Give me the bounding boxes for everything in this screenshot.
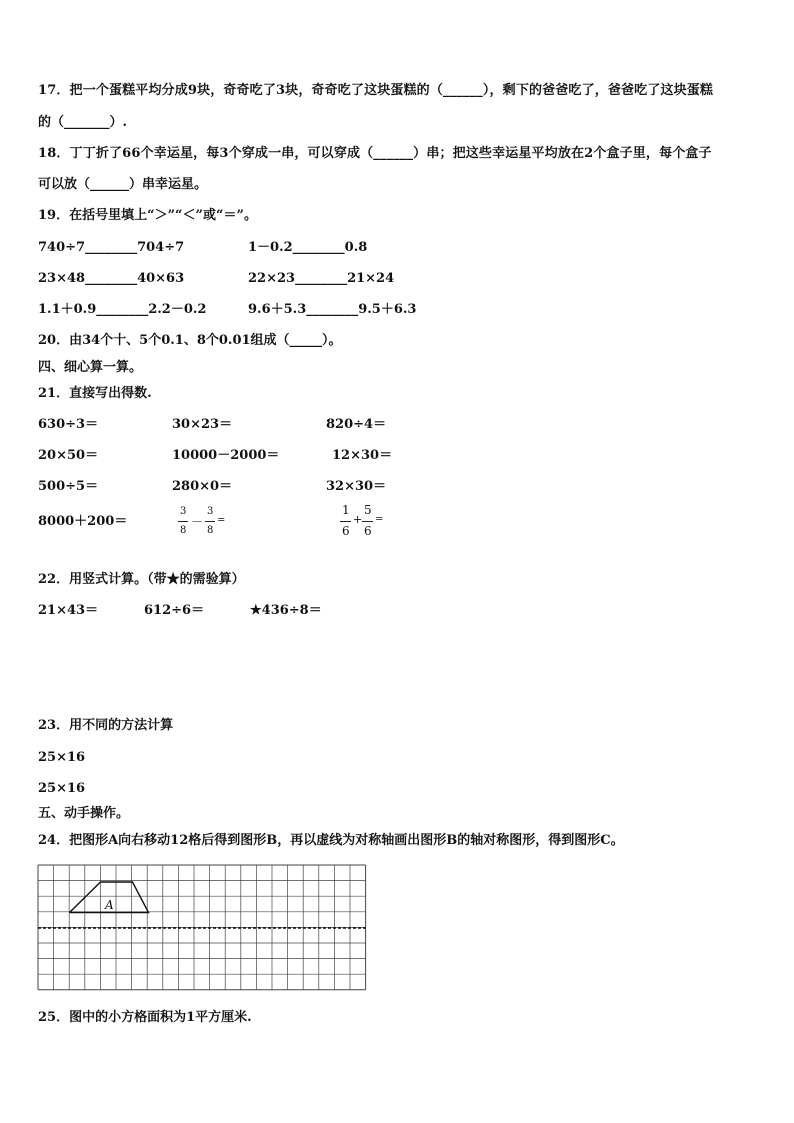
- q21-item: 10000－2000＝: [172, 448, 280, 463]
- q21-item: 30×23＝: [172, 417, 233, 432]
- fraction-operator: +: [353, 513, 363, 526]
- q22-item: 612÷6＝: [144, 603, 205, 618]
- q19-item: 23×48________40×63: [38, 271, 185, 286]
- q25-text: 25．图中的小方格面积为1平方厘米.: [38, 1010, 252, 1025]
- fraction-equals: =: [375, 514, 384, 525]
- fraction-numerator: 3: [180, 506, 187, 517]
- fraction-denominator: 6: [342, 524, 350, 538]
- q21-item: 500÷5＝: [38, 479, 99, 494]
- q21-item: 20×50＝: [38, 448, 99, 463]
- grid-figure: [37, 864, 368, 992]
- q17-line2: 的（_______）.: [38, 115, 128, 130]
- fraction-numerator: 1: [342, 503, 350, 517]
- q19-item: 740÷7________704÷7: [38, 240, 185, 255]
- q23-item: 25×16: [38, 750, 86, 765]
- fraction-equals: =: [217, 515, 226, 526]
- fraction-numerator: 5: [364, 503, 372, 517]
- fraction-bar: [362, 521, 373, 522]
- fraction-bar: [340, 521, 351, 522]
- section4-title: 四、细心算一算。: [38, 360, 143, 375]
- fraction-expression: [340, 503, 400, 545]
- q20-text: 20．由34个十、5个0.1、8个0.01组成（_____）。: [38, 333, 342, 348]
- q19-item: 9.6＋5.3________9.5＋6.3: [248, 302, 417, 317]
- section5-title: 五、动手操作。: [38, 806, 130, 821]
- q22-item: ★436÷8＝: [250, 603, 322, 618]
- fraction-operator: －: [191, 515, 204, 529]
- q19-item: 22×23________21×24: [248, 271, 395, 286]
- fraction-expression: [178, 506, 238, 542]
- q21-item: 32×30＝: [326, 479, 387, 494]
- q18-line2: 可以放（______）串幸运星。: [38, 177, 208, 192]
- q21-item: 8000＋200＝: [38, 514, 128, 529]
- q22-title: 22．用竖式计算。（带★的需验算）: [38, 572, 245, 587]
- q19-item: 1－0.2________0.8: [248, 240, 368, 255]
- q22-item: 21×43＝: [38, 603, 99, 618]
- fraction-denominator: 8: [207, 525, 214, 536]
- q18-line1: 18．丁丁折了66个幸运星，每3个穿成一串，可以穿成（______）串；把这些幸运星平均放在2个盒子里，每个盒子: [38, 146, 712, 161]
- q17-line1: 17．把一个蛋糕平均分成9块，奇奇吃了3块，奇奇吃了这块蛋糕的（______），剩下的爸爸吃了，爸爸吃了这块蛋糕: [38, 83, 714, 98]
- fraction-denominator: 8: [180, 525, 187, 536]
- fraction-denominator: 6: [364, 524, 372, 538]
- grid-lines: [38, 865, 366, 990]
- q23-item: 25×16: [38, 781, 86, 796]
- q21-item: 820÷4＝: [326, 417, 387, 432]
- q19-title: 19．在括号里填上“＞”“＜”或“＝”。: [38, 208, 257, 223]
- fraction-numerator: 3: [207, 506, 214, 517]
- q21-item: 630÷3＝: [38, 417, 99, 432]
- q21-title: 21．直接写出得数.: [38, 386, 152, 401]
- shape-a-label: A: [105, 898, 114, 912]
- q19-item: 1.1＋0.9________2.2－0.2: [38, 302, 207, 317]
- q21-item: 12×30＝: [332, 448, 393, 463]
- fraction-bar: [205, 521, 215, 522]
- q24-text: 24．把图形A向右移动12格后得到图形B，再以虚线为对称轴画出图形B的轴对称图形，得到图形C。: [38, 833, 624, 848]
- q21-item: 280×0＝: [172, 479, 233, 494]
- q23-title: 23．用不同的方法计算: [38, 718, 174, 733]
- fraction-bar: [178, 521, 188, 522]
